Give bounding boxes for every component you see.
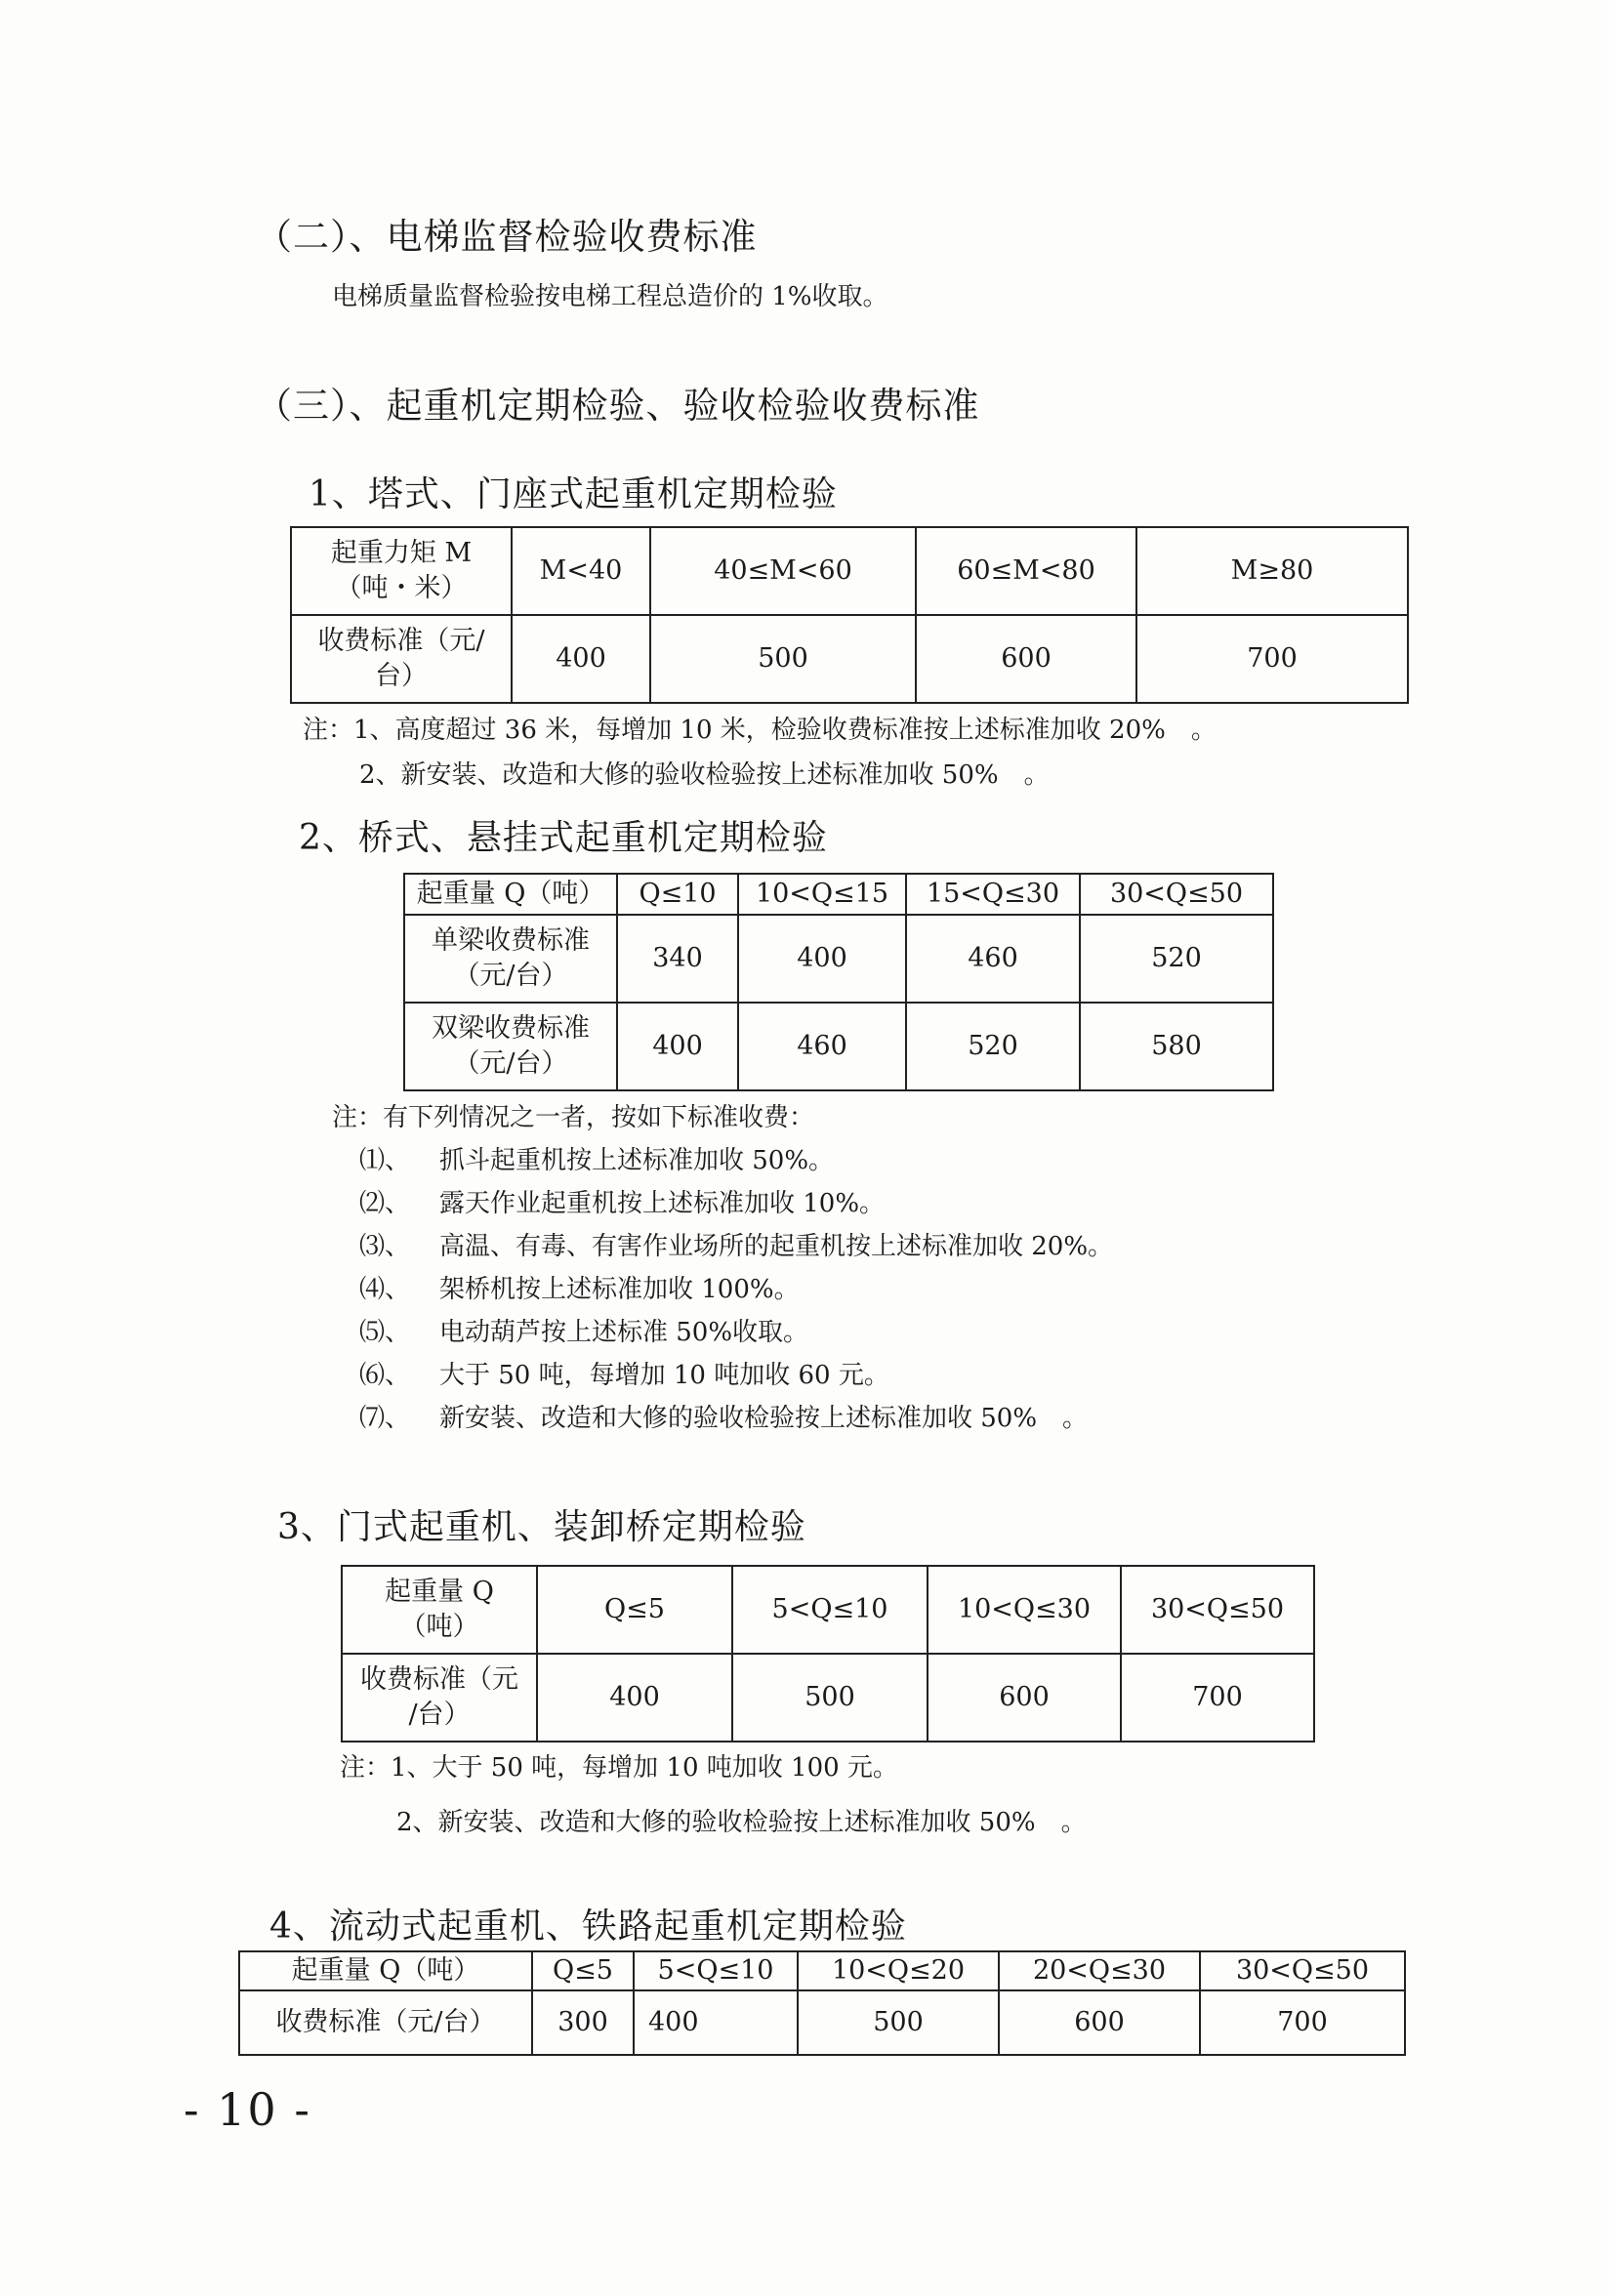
- table3-note-1: 注：1、大于 50 吨，每增加 10 吨加收 100 元。: [340, 1753, 898, 1783]
- table1-header-cell: M<40: [512, 527, 650, 615]
- table2-cell: 520: [906, 1003, 1080, 1090]
- table2-header-cell: 10<Q≤15: [738, 874, 906, 915]
- table2-cell: 580: [1080, 1003, 1273, 1090]
- table1-cell: 700: [1136, 615, 1408, 703]
- table1-header-cell: 60≤M<80: [916, 527, 1136, 615]
- table3-cell: 700: [1121, 1654, 1314, 1742]
- note-item-text: 露天作业起重机按上述标准加收 10%。: [439, 1189, 886, 1218]
- note-item-text: 架桥机按上述标准加收 100%。: [439, 1275, 800, 1304]
- table2-cell: 400: [617, 1003, 738, 1090]
- section2-text: 电梯质量监督检验按电梯工程总造价的 1%收取。: [332, 282, 888, 311]
- table4-header-cell: 10<Q≤20: [798, 1951, 999, 1990]
- section3-title: （三）、起重机定期检验、验收检验收费标准: [256, 385, 980, 427]
- table2-header-cell: 起重量 Q（吨）: [404, 874, 617, 915]
- table4-header-cell: 30<Q≤50: [1200, 1951, 1405, 1990]
- table3-fee-row: [342, 1654, 1314, 1742]
- note-item-num: ⑵、: [359, 1189, 411, 1218]
- table1-cell: 收费标准（元/ 台）: [291, 615, 512, 703]
- table1-header-cell: M≥80: [1136, 527, 1408, 615]
- table3-header-cell: Q≤5: [537, 1566, 732, 1654]
- table3-cell: 600: [928, 1654, 1121, 1742]
- note-item-text: 新安装、改造和大修的验收检验按上述标准加收 50% 。: [439, 1404, 1089, 1433]
- table4-header-row: [239, 1951, 1405, 1990]
- table4-heading: 4、流动式起重机、铁路起重机定期检验: [269, 1906, 907, 1947]
- note-item-num: ⑷、: [359, 1275, 411, 1304]
- table3-header-row: [342, 1566, 1314, 1654]
- table4-header-cell: 20<Q≤30: [999, 1951, 1200, 1990]
- note-item-num: ⑹、: [359, 1361, 411, 1390]
- section2-title: （二）、电梯监督检验收费标准: [256, 216, 758, 258]
- table1-header-cell: 40≤M<60: [650, 527, 916, 615]
- table4-header-cell: Q≤5: [532, 1951, 634, 1990]
- table2-note-intro: 注：有下列情况之一者，按如下标准收费：: [332, 1103, 815, 1132]
- table3-note-2: 2、新安装、改造和大修的验收检验按上述标准加收 50% 。: [396, 1808, 1087, 1837]
- table1-cell: 600: [916, 615, 1136, 703]
- table2-cell: 460: [738, 1003, 906, 1090]
- table2-cell: 520: [1080, 915, 1273, 1003]
- note-item-text: 高温、有毒、有害作业场所的起重机按上述标准加收 20%。: [439, 1232, 1114, 1261]
- table2-cell: 340: [617, 915, 738, 1003]
- table1-header-row: [291, 527, 1408, 615]
- table2-heading: 2、桥式、悬挂式起重机定期检验: [299, 818, 828, 858]
- table2-cell: 单梁收费标准 （元/台）: [404, 915, 617, 1003]
- table3-cell: 500: [732, 1654, 928, 1742]
- table2-header-cell: Q≤10: [617, 874, 738, 915]
- table1-fee-row: [291, 615, 1408, 703]
- table3-heading: 3、门式起重机、装卸桥定期检验: [277, 1507, 806, 1547]
- table3-cell: 收费标准（元 /台）: [342, 1654, 537, 1742]
- table1-cell: 400: [512, 615, 650, 703]
- table4-cell: 700: [1200, 1990, 1405, 2055]
- note-item-num: ⑶、: [359, 1232, 411, 1261]
- table2-header-row: [404, 874, 1273, 915]
- table2-cell: 400: [738, 915, 906, 1003]
- table2-header-cell: 15<Q≤30: [906, 874, 1080, 915]
- note-item-num: ⑺、: [359, 1404, 411, 1433]
- table1-heading: 1、塔式、门座式起重机定期检验: [309, 474, 838, 514]
- table3-header-cell: 起重量 Q （吨）: [342, 1566, 537, 1654]
- table2-cell: 460: [906, 915, 1080, 1003]
- table2-header-cell: 30<Q≤50: [1080, 874, 1273, 915]
- table3-header-cell: 10<Q≤30: [928, 1566, 1121, 1654]
- table2-single-beam-row: [404, 915, 1273, 1003]
- table3-header-cell: 30<Q≤50: [1121, 1566, 1314, 1654]
- note-item-text: 抓斗起重机按上述标准加收 50%。: [439, 1146, 835, 1175]
- note-item-text: 大于 50 吨，每增加 10 吨加收 60 元。: [439, 1361, 889, 1390]
- note-item-num: ⑴、: [359, 1146, 411, 1175]
- table3-header-cell: 5<Q≤10: [732, 1566, 928, 1654]
- table2-cell: 双梁收费标准 （元/台）: [404, 1003, 617, 1090]
- table4-cell: 300: [532, 1990, 634, 2055]
- table4-cell: 500: [798, 1990, 999, 2055]
- table1-note-2: 2、新安装、改造和大修的验收检验按上述标准加收 50% 。: [359, 760, 1050, 790]
- table1-cell: 500: [650, 615, 916, 703]
- table3: [341, 1565, 1315, 1742]
- table1: [290, 526, 1409, 704]
- table4-header-cell: 5<Q≤10: [634, 1951, 798, 1990]
- table1-header-cell: 起重力矩 M （吨・米）: [291, 527, 512, 615]
- table2: [403, 873, 1274, 1091]
- table4-header-cell: 起重量 Q（吨）: [239, 1951, 532, 1990]
- table4-cell: 收费标准（元/台）: [239, 1990, 532, 2055]
- table4-fee-row: [239, 1990, 1405, 2055]
- table3-cell: 400: [537, 1654, 732, 1742]
- note-item-num: ⑸、: [359, 1318, 411, 1347]
- note-item-text: 电动葫芦按上述标准 50%收取。: [439, 1318, 809, 1347]
- table4-cell: 400: [634, 1990, 798, 2055]
- table1-note-1: 注：1、高度超过 36 米，每增加 10 米，检验收费标准按上述标准加收 20% 。: [303, 716, 1217, 745]
- table4-cell: 600: [999, 1990, 1200, 2055]
- table2-double-beam-row: [404, 1003, 1273, 1090]
- table4: [238, 1950, 1406, 2056]
- page-number: - 10 -: [184, 2083, 311, 2136]
